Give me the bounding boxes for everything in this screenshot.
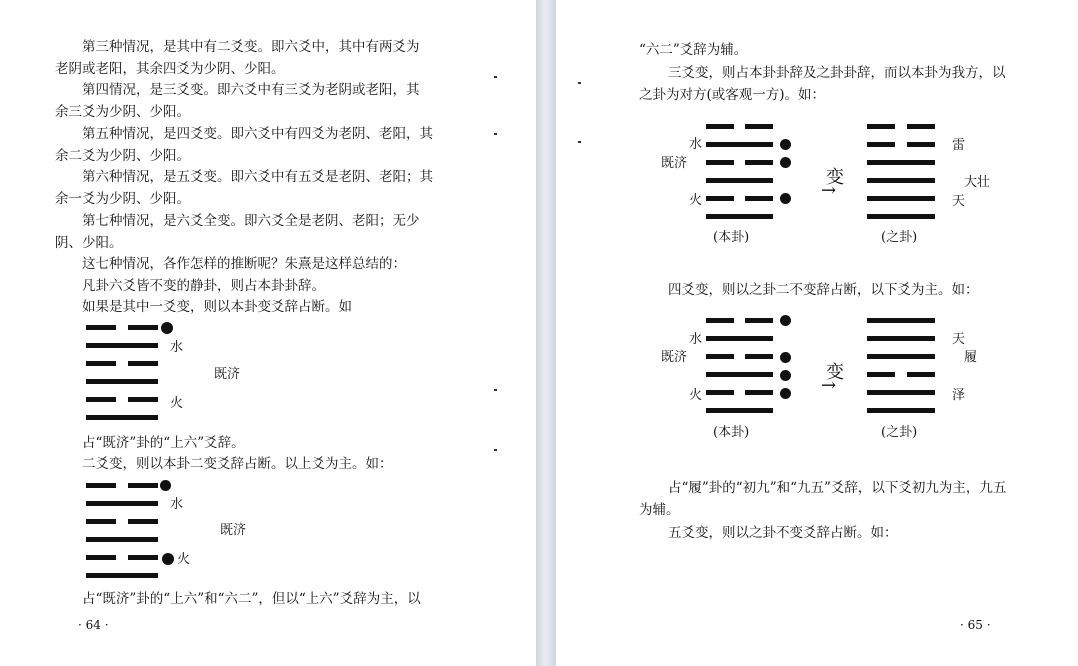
scan-speck — [494, 76, 497, 78]
trigram-label-fire: 火 — [170, 396, 184, 411]
scan-speck — [494, 133, 497, 135]
trigram-label-fire: 火 — [689, 388, 703, 403]
page-gutter — [536, 0, 556, 666]
change-label: 变 — [826, 362, 844, 383]
caption-zhigua: (之卦) — [881, 425, 918, 440]
change-marker-icon — [780, 388, 791, 399]
text-line: 老阴或老阳，其余四爻为少阴、少阳。 — [55, 61, 285, 77]
text-line: 阴、少阳。 — [55, 235, 123, 251]
text-line: 占“既济”卦的“上六”爻辞。 — [82, 435, 245, 451]
caption-zhigua: (之卦) — [881, 230, 918, 245]
text-line: 四爻变，则以之卦二不变辞占断，以下爻为主。如： — [668, 282, 979, 298]
left-page — [0, 0, 536, 666]
hexagram-zhigua — [867, 318, 935, 413]
trigram-label-thunder: 雷 — [952, 138, 966, 153]
text-line: 第六种情况，是五爻变。即六爻中有五爻是老阴、老阳；其 — [82, 169, 433, 185]
text-line: 余二爻为少阴、少阳。 — [55, 148, 190, 164]
change-marker-icon — [780, 157, 791, 168]
hexagram-zhigua — [867, 124, 935, 219]
scan-speck — [578, 141, 581, 143]
trigram-label-water: 水 — [170, 340, 184, 355]
trigram-label-lake: 泽 — [952, 388, 966, 403]
text-line: “六二”爻辞为辅。 — [639, 42, 748, 58]
arrow-icon: → — [821, 375, 837, 396]
change-marker-icon — [161, 322, 173, 334]
arrow-icon: → — [821, 180, 837, 201]
text-line: 第三种情况，是其中有二爻变。即六爻中，其中有两爻为 — [82, 39, 420, 55]
hexagram-name: 既济 — [220, 523, 247, 538]
text-line: 余三爻为少阴、少阳。 — [55, 104, 190, 120]
text-line: 占“既济”卦的“上六”和“六二”，但以“上六”爻辞为主，以 — [82, 591, 421, 607]
text-line: 三爻变，则占本卦卦辞及之卦卦辞，而以本卦为我方，以 — [668, 65, 1006, 81]
trigram-label-water: 水 — [170, 497, 184, 512]
hexagram-jiji-figure-2 — [86, 483, 158, 578]
text-line: 如果是其中一爻变，则以本卦变爻辞占断。如 — [82, 299, 352, 315]
change-marker-icon — [780, 352, 791, 363]
text-line: 之卦为对方(或客观一方)。如： — [639, 87, 826, 103]
text-line: 第四情况，是三爻变。即六爻中有三爻为老阴或老阳，其 — [82, 82, 420, 98]
change-marker-icon — [780, 139, 791, 150]
text-line: 第五种情况，是四爻变。即六爻中有四爻为老阴、老阳，其 — [82, 126, 433, 142]
scan-speck — [578, 82, 581, 84]
change-marker-icon — [780, 193, 791, 204]
scan-speck — [494, 449, 497, 451]
caption-bengua: (本卦) — [713, 425, 750, 440]
hexagram-jiji-figure-1 — [86, 325, 158, 420]
text-line: 凡卦六爻皆不变的静卦，则占本卦卦辞。 — [82, 278, 325, 294]
text-line: 五爻变，则以之卦不变爻辞占断。如： — [668, 525, 898, 541]
text-line: 第七种情况，是六爻全变。即六爻全是老阴、老阳；无少 — [82, 213, 420, 229]
trigram-label-water: 水 — [689, 137, 703, 152]
trigram-label-water: 水 — [689, 332, 703, 347]
trigram-label-heaven: 天 — [952, 194, 966, 209]
text-line: 为辅。 — [639, 502, 680, 518]
hexagram-benggua — [706, 124, 773, 219]
scan-speck — [494, 389, 497, 391]
hexagram-benggua — [706, 318, 773, 413]
page-number: · 64 · — [78, 618, 109, 632]
hexagram-name: 大壮 — [964, 175, 991, 190]
hexagram-name: 既济 — [661, 350, 688, 365]
change-label: 变 — [826, 167, 844, 188]
hexagram-name: 既济 — [214, 367, 241, 382]
right-page — [556, 0, 1078, 666]
text-line: 这七种情况，各作怎样的推断呢？朱熹是这样总结的： — [82, 256, 406, 272]
text-line: 二爻变，则以本卦二变爻辞占断。以上爻为主。如： — [82, 456, 393, 472]
caption-bengua: (本卦) — [713, 230, 750, 245]
change-marker-icon — [160, 480, 171, 491]
trigram-label-fire: 火 — [177, 552, 191, 567]
text-line: 余一爻为少阴、少阳。 — [55, 191, 190, 207]
change-marker-icon — [780, 370, 791, 381]
change-marker-icon — [780, 315, 791, 326]
hexagram-name: 履 — [964, 350, 978, 365]
trigram-label-heaven: 天 — [952, 332, 966, 347]
page-number: · 65 · — [960, 618, 991, 632]
trigram-label-fire: 火 — [689, 193, 703, 208]
text-line: 占“履”卦的“初九”和“九五”爻辞，以下爻初九为主，九五 — [668, 480, 1007, 496]
change-marker-icon — [162, 553, 174, 565]
hexagram-name: 既济 — [661, 156, 688, 171]
